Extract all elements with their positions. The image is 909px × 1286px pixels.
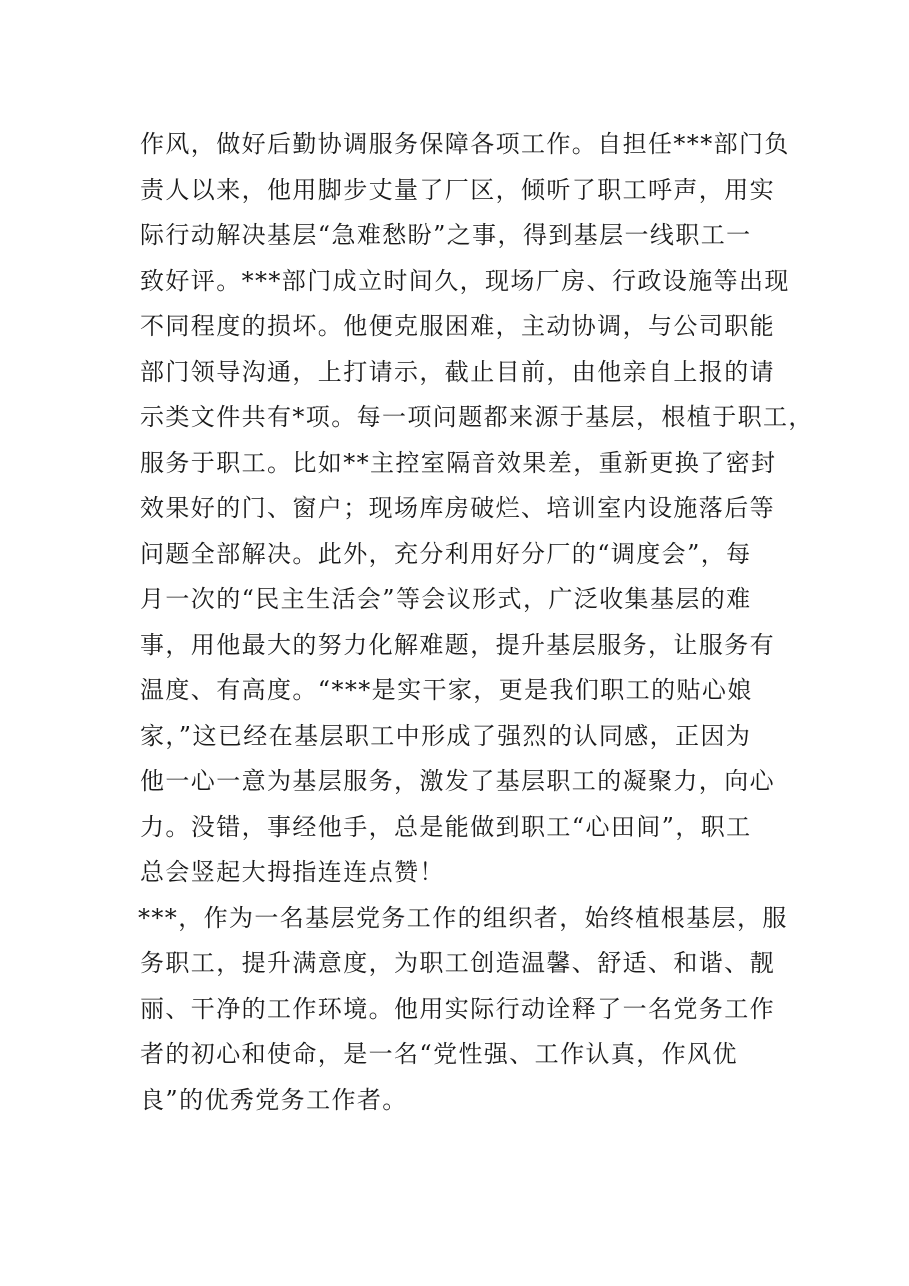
text-line: 者的初心和使命，是一名“党性强、工作认真，作风优: [140, 1040, 738, 1068]
text-line: 际行动解决基层“急难愁盼”之事，得到基层一线职工一: [140, 221, 752, 249]
text-line: 不同程度的损坏。他便克服困难，主动协调，与公司职能: [140, 312, 775, 340]
text-line: 问题全部解决。此外，充分利用好分厂的“调度会”，每: [140, 539, 752, 568]
text-line: 责人以来，他用脚步丈量了厂区，倾听了职工呼声，用实: [140, 175, 775, 204]
text-line: 部门领导沟通，上打请示，截止目前，由他亲自上报的请: [140, 357, 775, 386]
text-line: 丽、干净的工作环境。他用实际行动诠释了一名党务工作: [140, 994, 775, 1023]
text-line: ***，作为一名基层党务工作的组织者，始终植根基层，服: [138, 903, 788, 932]
text-line: 力。没错，事经他手，总是能做到职工“心田间”，职工: [140, 812, 752, 841]
text-line: 效果好的门、窗户；现场库房破烂、培训室内设施落后等: [140, 494, 775, 522]
text-line: 服务于职工。比如**主控室隔音效果差，重新更换了密封: [140, 448, 777, 477]
text-line: 他一心一意为基层服务，激发了基层职工的凝聚力，向心: [140, 767, 775, 795]
document-body: [138, 122, 814, 1123]
paragraph-2: [140, 896, 800, 1124]
text-line: 致好评。***部门成立时间久，现场厂房、行政设施等出现: [140, 266, 790, 295]
text-line: 务职工，提升满意度，为职工创造温馨、舒适、和谐、靓: [140, 949, 775, 977]
text-line: 月一次的“民主生活会”等会议形式，广泛收集基层的难: [140, 585, 752, 613]
text-line: 事，用他最大的努力化解难题，提升基层服务，让服务有: [140, 630, 775, 659]
text-line: 温度、有高度。“***是实干家，更是我们职工的贴心娘: [140, 676, 753, 704]
text-line: 家，”这已经在基层职工中形成了强烈的认同感，正因为: [140, 721, 752, 750]
text-line: 良”的优秀党务工作者。: [140, 1085, 408, 1114]
text-line: 示类文件共有*项。每一项问题都来源于基层，根植于职工，: [140, 403, 814, 431]
text-line: 作风，做好后勤协调服务保障各项工作。自担任***部门负: [140, 130, 790, 158]
paragraph-1: [140, 122, 814, 896]
text-line: 总会竖起大拇指连连点赞！: [140, 858, 445, 886]
